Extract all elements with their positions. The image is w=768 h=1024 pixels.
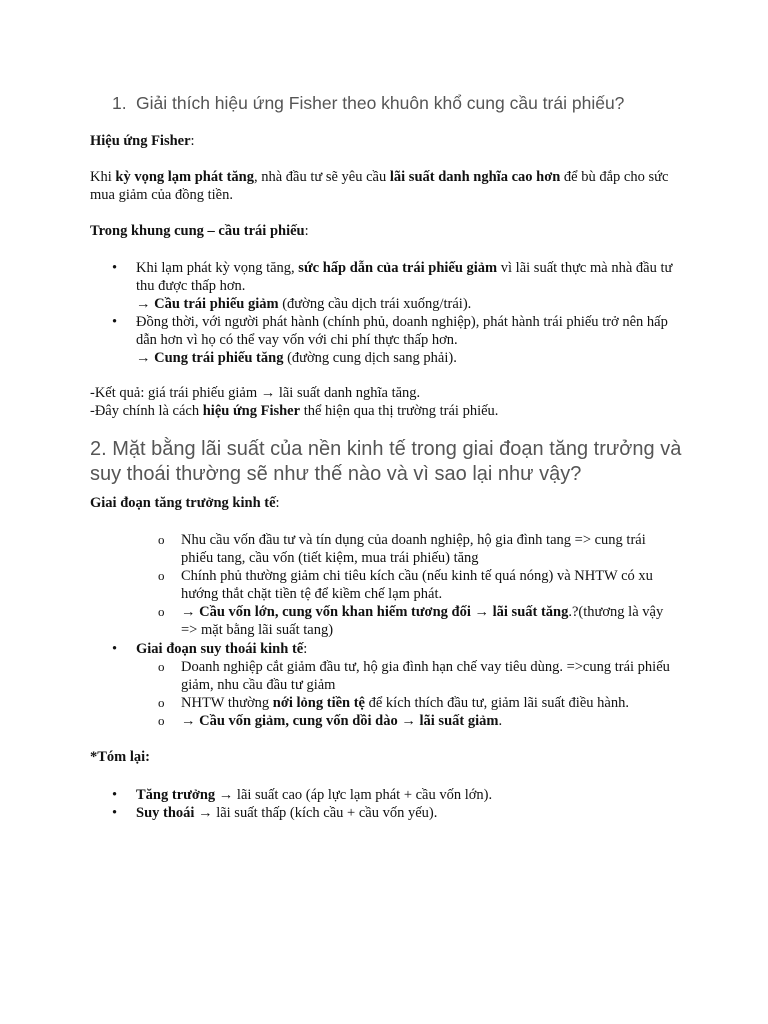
bullet-2-text-3: (đường cung dịch sang phải). xyxy=(283,350,457,366)
recession-bullet-list xyxy=(112,640,678,730)
growth-heading-colon: : xyxy=(275,495,280,511)
intro-bold-2: lãi suất danh nghĩa cao hơn xyxy=(389,169,561,185)
growth-sub-list xyxy=(158,531,678,639)
list-item xyxy=(112,786,692,804)
bullet-2-bold-2: Cung trái phiếu tăng xyxy=(154,350,284,366)
recession-3-bold: → Cầu vốn giảm, cung vốn dồi dào → lãi suất giảm xyxy=(181,713,499,729)
conclusion-line xyxy=(90,402,690,420)
growth-heading xyxy=(90,494,690,512)
question-1-heading xyxy=(112,92,624,114)
recession-heading-colon: : xyxy=(303,641,308,657)
bullet-1-bold-1: sức hấp dẫn của trái phiếu giảm xyxy=(298,260,498,276)
intro-text-3: để bù đắp cho sức mua giảm của đồng tiền. xyxy=(90,169,669,203)
bullet-1-text-3: (đường cầu dịch trái xuống/trái). xyxy=(278,296,472,312)
fisher-heading-colon: : xyxy=(190,133,195,149)
recession-2-text-1: NHTW thường xyxy=(181,695,273,711)
conclusion-bold: hiệu ứng Fisher xyxy=(202,403,301,419)
framework-heading-colon: : xyxy=(304,223,309,239)
summary-2-text: → lãi suất thấp (kích cầu + cầu vốn yếu). xyxy=(194,805,438,821)
bullet-2-text-1: Đồng thời, với người phát hành (chính phủ, doanh nghiệp), phát hành trái phiếu trở nên hấp dẫn hơn vì họ có thể vay vốn với chi phí thực thấp hơn. xyxy=(136,314,668,348)
list-item xyxy=(112,804,692,822)
recession-2-text-2: để kích thích đầu tư, giảm lãi suất điều hành. xyxy=(365,695,629,711)
list-item: o Doanh nghiệp cắt giảm đầu tư, hộ gia đình hạn chế vay tiêu dùng. =>cung trái phiếu giảm, nhu cầu đầu tư giảm xyxy=(158,658,678,694)
growth-last-text: .?(thương là vậy => mặt bằng lãi suất tang) xyxy=(181,604,664,638)
result-text: -Kết quả: giá trái phiếu giảm → lãi suất danh nghĩa tăng. xyxy=(90,385,421,401)
intro-bold-1: kỳ vọng lạm phát tăng xyxy=(115,169,254,185)
list-item xyxy=(112,313,682,367)
conclusion-text-1: -Đây chính là cách xyxy=(90,403,203,419)
framework-bullet-list xyxy=(112,259,682,367)
question-1-title: Giải thích hiệu ứng Fisher theo khuôn khổ cung cầu trái phiếu? xyxy=(136,93,625,113)
list-item xyxy=(112,259,682,313)
recession-3-text: . xyxy=(498,713,503,729)
growth-heading-text: Giai đoạn tăng trưởng kinh tế xyxy=(90,495,276,511)
list-item xyxy=(158,712,678,730)
arrow-glyph: → xyxy=(136,296,155,312)
intro-text-2: , nhà đầu tư sẽ yêu cầu xyxy=(253,169,390,185)
bullet-1-bold-2: Cầu trái phiếu giảm xyxy=(154,296,279,312)
list-item: o Nhu cầu vốn đầu tư và tín dụng của doanh nghiệp, hộ gia đình tang => cung trái phiếu tang, cầu vốn (tiết kiệm, mua trái phiếu) tăng xyxy=(158,531,678,567)
growth-last-bold: → Cầu vốn lớn, cung vốn khan hiếm tương đối → lãi suất tăng xyxy=(181,604,569,620)
summary-heading xyxy=(90,748,690,766)
framework-heading-text: Trong khung cung – cầu trái phiếu xyxy=(90,223,305,239)
conclusion-text-2: thể hiện qua thị trường trái phiếu. xyxy=(300,403,499,419)
question-1-number: 1. xyxy=(112,93,127,113)
list-item: o Chính phủ thường giảm chi tiêu kích cầu (nếu kinh tế quá nóng) và NHTW có xu hướng thắt chặt tiền tệ để kiềm chế lạm phát. xyxy=(158,567,678,603)
summary-2-bold: Suy thoái xyxy=(136,805,195,821)
fisher-heading-text: Hiệu ứng Fisher xyxy=(90,133,191,149)
summary-1-text: → lãi suất cao (áp lực lạm phát + cầu vốn lớn). xyxy=(215,787,493,803)
recession-sub-list xyxy=(158,658,678,730)
result-line xyxy=(90,384,690,402)
recession-2-bold: nới lỏng tiền tệ xyxy=(272,695,365,711)
intro-text-1: Khi xyxy=(90,169,116,185)
summary-heading-text: *Tóm lại: xyxy=(90,749,151,765)
list-item xyxy=(158,603,678,639)
fisher-intro-paragraph xyxy=(90,168,680,204)
summary-bullet-list xyxy=(112,786,692,822)
arrow-glyph: → xyxy=(136,350,155,366)
list-item xyxy=(158,694,678,712)
bullet-1-text-2: vì lãi suất thực mà nhà đầu tư thu được thấp hơn. xyxy=(136,260,673,294)
summary-1-bold: Tăng trưởng xyxy=(136,787,216,803)
question-2-heading: 2. Mặt bằng lãi suất của nền kinh tế trong giai đoạn tăng trưởng và suy thoái thường sẽ như thế nào và vì sao lại như vậy? xyxy=(90,438,682,485)
recession-heading-text: Giai đoạn suy thoái kinh tế xyxy=(136,641,304,657)
framework-heading xyxy=(90,222,690,240)
fisher-heading xyxy=(90,132,690,150)
bullet-1-text-1: Khi lạm phát kỳ vọng tăng, xyxy=(136,260,299,276)
list-item xyxy=(112,640,678,730)
